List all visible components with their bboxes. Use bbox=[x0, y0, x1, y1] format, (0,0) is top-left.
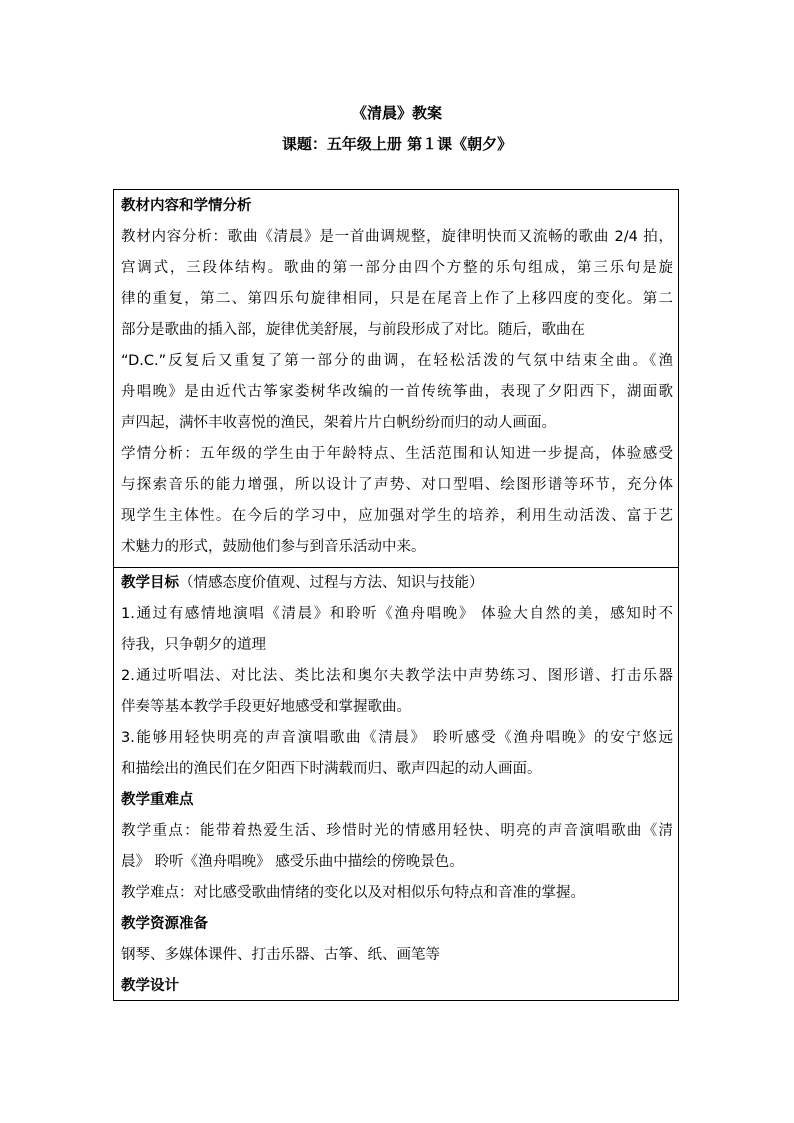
learner-line: 学情分析：五年级的学生由于年龄特点、生活范围和认知进一步提高，体验感受 bbox=[121, 446, 673, 462]
learner-line: 与探索音乐的能力增强，所以设计了声势、对口型唱、绘图形谱等环节，充分体 bbox=[121, 477, 673, 493]
difficulty-line: 教学重点：能带着热爱生活、珍惜时光的情感用轻快、明亮的声音演唱歌曲《清 bbox=[121, 823, 673, 839]
analysis-line: “D.C.”反复后又重复了第一部分的曲调，在轻松活泼的气氛中结束全曲。《渔 bbox=[121, 353, 673, 369]
objectives-subheading: （情感态度价值观、过程与方法、知识与技能） bbox=[179, 575, 484, 591]
objective-line: 和描绘出的渔民们在夕阳西下时满载而归、歌声四起的动人画面。 bbox=[121, 761, 542, 777]
resources-line: 钢琴、多媒体课件、打击乐器、古筝、纸、画笔等 bbox=[121, 947, 440, 963]
document-title: 《清晨》教案 bbox=[351, 104, 442, 122]
analysis-line: 律的重复，第二、第四乐句旋律相同，只是在尾音上作了上移四度的变化。第二 bbox=[121, 291, 673, 307]
analysis-line: 声四起，满怀丰收喜悦的渔民，架着片片白帆纷纷而归的动人画面。 bbox=[121, 415, 556, 431]
analysis-line: 宫调式，三段体结构。歌曲的第一部分由四个方整的乐句组成，第三乐句是旋 bbox=[121, 260, 673, 276]
design-heading: 教学设计 bbox=[121, 978, 179, 994]
analysis-line: 教材内容分析：歌曲《清晨》是一首曲调规整，旋律明快而又流畅的歌曲 2/4 拍， bbox=[121, 229, 673, 245]
learner-line: 现学生主体性。在今后的学习中，应加强对学生的培养，利用生动活泼、富于艺 bbox=[121, 508, 673, 524]
difficulty-heading: 教学重难点 bbox=[121, 792, 194, 808]
difficulty-line: 晨》 聆听《渔舟唱晚》 感受乐曲中描绘的傍晚景色。 bbox=[121, 854, 464, 870]
lesson-plan-table bbox=[113, 189, 679, 1001]
lesson-subtitle: 课题：五年级上册 第１课《朝夕》 bbox=[281, 135, 513, 153]
analysis-line: 舟唱晚》是由近代古筝家娄树华改编的一首传统筝曲，表现了夕阳西下，湖面歌 bbox=[121, 384, 673, 400]
objective-line: 1.通过有感情地演唱《清晨》和聆听《渔舟唱晚》 体验大自然的美，感知时不 bbox=[121, 606, 673, 622]
analysis-line: 部分是歌曲的插入部，旋律优美舒展，与前段形成了对比。随后，歌曲在 bbox=[121, 322, 585, 338]
learner-line: 术魅力的形式，鼓励他们参与到音乐活动中来。 bbox=[121, 539, 426, 555]
objective-line: 3.能够用轻快明亮的声音演唱歌曲《清晨》 聆听感受《渔舟唱晚》的安宁悠远 bbox=[121, 730, 673, 746]
objectives-heading: 教学目标 bbox=[121, 575, 179, 591]
objective-line: 2.通过听唱法、对比法、类比法和奥尔夫教学法中声势练习、图形谱、打击乐器 bbox=[121, 668, 673, 684]
objectives-heading-row bbox=[121, 568, 673, 599]
resources-heading: 教学资源准备 bbox=[121, 916, 208, 932]
section-heading-analysis: 教材内容和学情分析 bbox=[121, 198, 252, 214]
objective-line: 伴奏等基本教学手段更好地感受和掌握歌曲。 bbox=[121, 699, 411, 715]
difficulty-line: 教学难点：对比感受歌曲情绪的变化以及对相似乐句特点和音准的掌握。 bbox=[121, 885, 585, 901]
objective-line: 待我，只争朝夕的道理 bbox=[121, 637, 266, 653]
